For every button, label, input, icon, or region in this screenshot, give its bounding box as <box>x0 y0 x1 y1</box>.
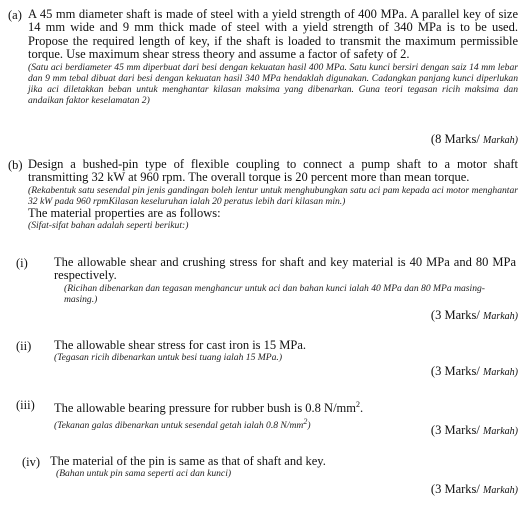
question-b <box>8 158 518 231</box>
question-a-marks <box>431 132 518 147</box>
sub-question-ii-text: The allowable shear stress for cast iron is 15 MPa. <box>54 338 307 352</box>
question-b-text: Design a bushed-pin type of flexible coupling to connect a pump shaft to a motor shaft transmitting 32 kW at 960 rpm. The overall torque is 20 percent more than mean torque. <box>28 157 518 185</box>
marks-malay-text: Markah) <box>483 311 518 322</box>
text-main: The allowable bearing pressure for rubber bush is 0.8 N/mm <box>54 401 357 416</box>
sub-question-iv-malay: (Bahan untuk pin sama seperti aci dan kunci) <box>56 468 232 480</box>
sub-question-iv-marks <box>431 482 518 497</box>
marks-malay-text: Markah) <box>483 367 518 378</box>
marks-malay-text: Markah) <box>483 135 518 146</box>
question-a-text: A 45 mm diameter shaft is made of steel with a yield strength of 400 MPa. A parallel key of size 14 mm wide and 9 mm thick made of steel with a yield strength of 340 MPa is to be used. Propose the required length of key, if the shaft is loaded to transmit the maximum permissible torque. Use maximum shear stress theory and assume a factor of safety of 2. <box>28 7 518 62</box>
sub-question-iii-text <box>54 398 528 416</box>
text-end: . <box>360 401 364 416</box>
marks-malay-text: Markah) <box>483 485 518 496</box>
sub-question-i <box>0 256 528 305</box>
material-properties-malay: (Sifat-sifat bahan adalah seperti berikut:) <box>28 220 189 232</box>
malay-superscript: 2 <box>303 416 308 426</box>
text-superscript: 2 <box>356 400 361 409</box>
sub-question-iii-num: (iii) <box>16 398 35 412</box>
marks-text: (3 Marks/ <box>430 308 480 322</box>
malay-end: ) <box>307 419 311 431</box>
sub-question-iv <box>0 455 528 479</box>
marks-text: (3 Marks/ <box>430 482 480 496</box>
question-a-label: (a) <box>8 8 22 22</box>
material-properties-heading: The material properties are as follows: <box>28 205 221 220</box>
marks-text: (3 Marks/ <box>430 423 480 437</box>
marks-text: (3 Marks/ <box>430 364 480 378</box>
sub-question-i-num: (i) <box>16 256 28 270</box>
marks-malay-text: Markah) <box>483 426 518 437</box>
sub-question-iv-text: The material of the pin is same as that of shaft and key. <box>50 454 326 468</box>
question-a <box>8 8 518 106</box>
marks-text: (8 Marks/ <box>430 132 480 146</box>
sub-question-i-text: The allowable shear and crushing stress for shaft and key material is 40 MPa and 80 MPa respectively. <box>54 255 516 283</box>
question-b-malay: (Rekabentuk satu sesendal pin jenis gandingan boleh lentur untuk menghubungkan satu aci pam kepada aci motor menghantar 32 kW pada 960 rpmKilasan keseluruhan ialah 20 peratus lebih dari kilasan min.) <box>28 184 518 207</box>
sub-question-i-marks <box>431 308 518 323</box>
sub-question-ii-num: (ii) <box>16 339 32 353</box>
malay-main: (Tekanan galas dibenarkan untuk sesendal getah ialah 0.8 N/mm <box>54 419 304 431</box>
sub-question-iii-marks <box>431 423 518 438</box>
sub-question-i-malay: (Ricihan dibenarkan dan tegasan menghancur untuk aci dan bahan kunci ialah 40 MPa dan 80 MPa masing-masing.) <box>64 282 485 305</box>
question-a-malay: (Satu aci berdiameter 45 mm diperbuat dari besi dengan kekuatan hasil 400 MPa. Satu kunci bersiri dengan saiz 14 mm lebar dan 9 mm tebal dibuat dari besi dengan kekuatan hasil 340 MPa hendaklah digunakan. Cadangkan panjang kunci diperlukan jika aci diletakkan beban untuk menghantar kilasan maksima yang dibenarkan. Guna teori tegasan ricih maksima dan andaikan faktor keselamatan 2) <box>28 61 518 106</box>
question-b-label: (b) <box>8 158 23 172</box>
sub-question-ii <box>0 339 528 363</box>
sub-question-ii-malay: (Tegasan ricih dibenarkan untuk besi tuang ialah 15 MPa.) <box>54 352 283 364</box>
sub-question-iv-num: (iv) <box>22 455 41 469</box>
sub-question-ii-marks <box>431 364 518 379</box>
